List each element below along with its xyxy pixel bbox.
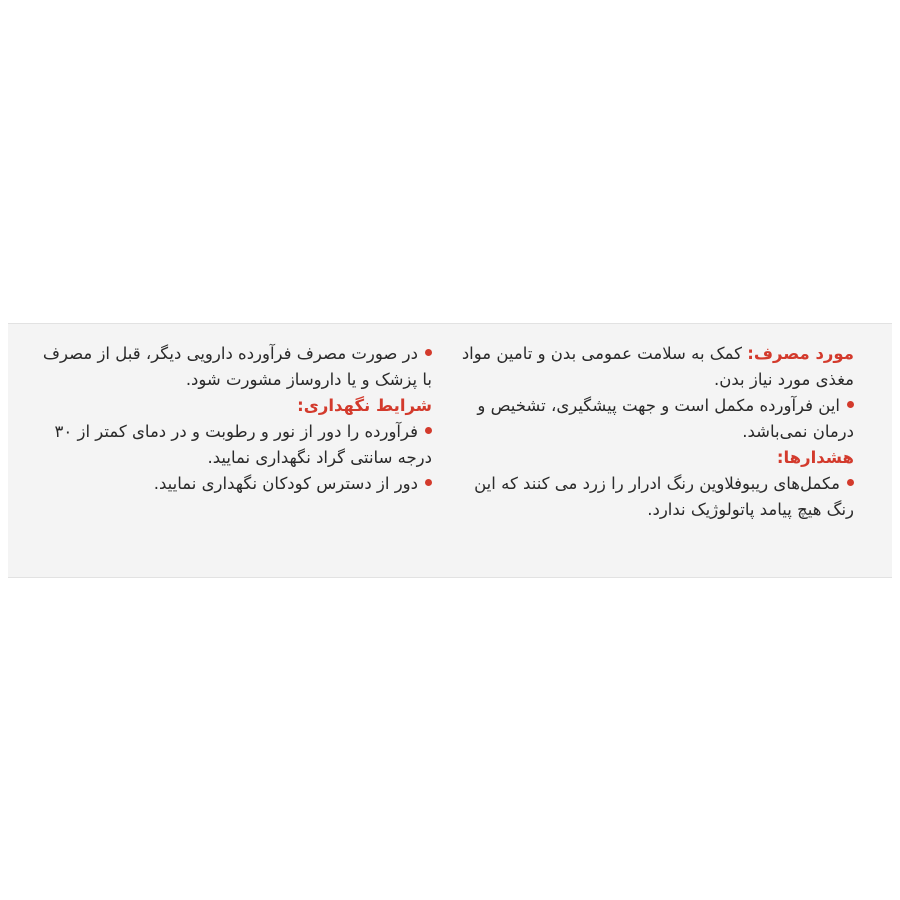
bullet-dot-icon (425, 349, 432, 356)
storage-bullet-1 (32, 419, 432, 471)
bullet-dot-icon (847, 401, 854, 408)
storage-column (32, 341, 432, 497)
warnings-bullet (444, 471, 854, 523)
bullet-dot-icon (847, 479, 854, 486)
usage-paragraph (444, 341, 854, 393)
storage-bullet-1-text: فرآورده را دور از نور و رطوبت و در دمای کمتر از ۳۰ درجه سانتی گراد نگهداری نمایید. (54, 422, 432, 467)
bullet-dot-icon (425, 479, 432, 486)
usage-heading: مورد مصرف: (747, 344, 854, 363)
usage-warnings-column (444, 341, 854, 523)
usage-text: کمک به سلامت عمومی بدن و تامین مواد مغذی مورد نیاز بدن. (461, 344, 854, 389)
label-panel (8, 323, 892, 578)
bullet-dot-icon (425, 427, 432, 434)
interaction-bullet-text: در صورت مصرف فرآورده دارویی دیگر، قبل از مصرف با پزشک و یا داروساز مشورت شود. (42, 344, 432, 389)
warnings-bullet-text: مکمل‌های ریبوفلاوین رنگ ادرار را زرد می کنند که این رنگ هیچ پیامد پاتولوژیک ندارد. (474, 474, 854, 519)
usage-bullet-text: این فرآورده مکمل است و جهت پیشگیری، تشخیص و درمان نمی‌باشد. (477, 396, 854, 441)
interaction-bullet (32, 341, 432, 393)
usage-bullet (444, 393, 854, 445)
storage-bullet-2-text: دور از دسترس کودکان نگهداری نمایید. (153, 474, 418, 493)
storage-bullet-2 (32, 471, 432, 497)
storage-heading: شرایط نگهداری: (297, 396, 432, 415)
warnings-heading: هشدارها: (776, 448, 854, 467)
